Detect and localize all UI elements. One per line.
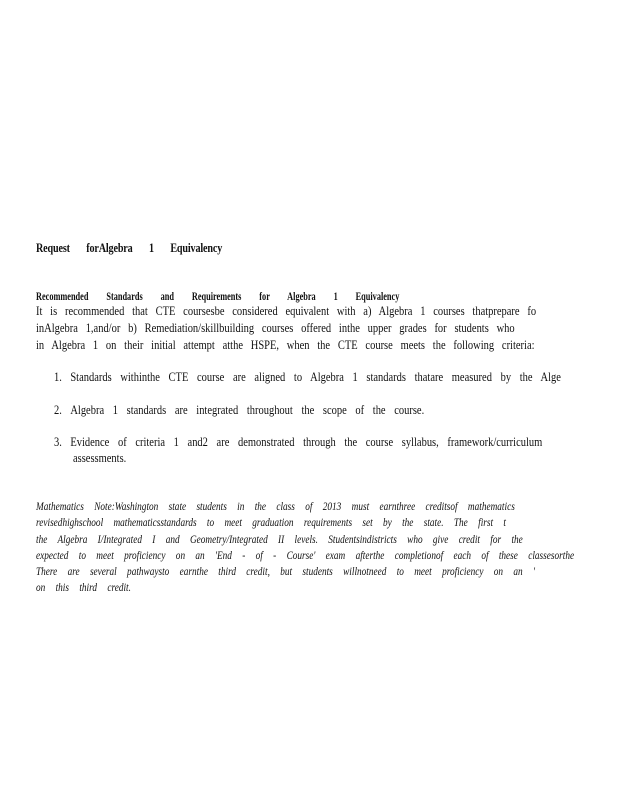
criteria-item [54, 369, 561, 385]
criteria-number: 3. [54, 435, 62, 449]
criteria-text: Evidence of criteria 1 and2 are demonstrated through the course syllabus, framework/curriculum [70, 435, 543, 449]
note-line: revisedhighschool mathematicsstandards to meet graduation requirements set by the state. The first t [36, 516, 506, 529]
note-line: There are several pathwaysto earnthe third credit, but students willnotneed to meet proficiency on an ' [36, 565, 535, 578]
criteria-text: Algebra 1 standards are integrated throughout the scope of the course. [70, 403, 425, 417]
note-line: on this third credit. [36, 581, 131, 594]
paragraph-line: inAlgebra 1,and/or b) Remediation/skillbuilding courses offered inthe upper grades for students who [36, 321, 515, 335]
note-line: Mathematics Note:Washington state students in the class of 2013 must earnthree creditsof mathematics [36, 500, 515, 513]
note-line: expected to meet proficiency on an 'End - of - Course' exam afterthe completionof each of these classesorthe [36, 549, 575, 562]
document-title: Request forAlgebra 1 Equivalency [36, 240, 223, 255]
section-subheading: Recommended Standards and Requirements for Algebra 1 Equivalency [36, 291, 400, 303]
criteria-item [54, 434, 542, 450]
paragraph-line: in Algebra 1 on their initial attempt atthe HSPE, when the CTE course meets the following criteria: [36, 338, 535, 352]
note-line: the Algebra I/Integrated I and Geometry/Integrated II levels. Studentsindistricts who give credit for the [36, 533, 523, 546]
criteria-number: 2. [54, 403, 62, 417]
criteria-number: 1. [54, 370, 62, 384]
paragraph-line: It is recommended that CTE coursesbe considered equivalent with a) Algebra 1 courses thatprepare fo [36, 304, 537, 318]
criteria-item [54, 402, 424, 418]
criteria-text: Standards withinthe CTE course are aligned to Algebra 1 standards thatare measured by the Alge [70, 370, 561, 384]
criteria-continuation: assessments. [73, 451, 127, 465]
